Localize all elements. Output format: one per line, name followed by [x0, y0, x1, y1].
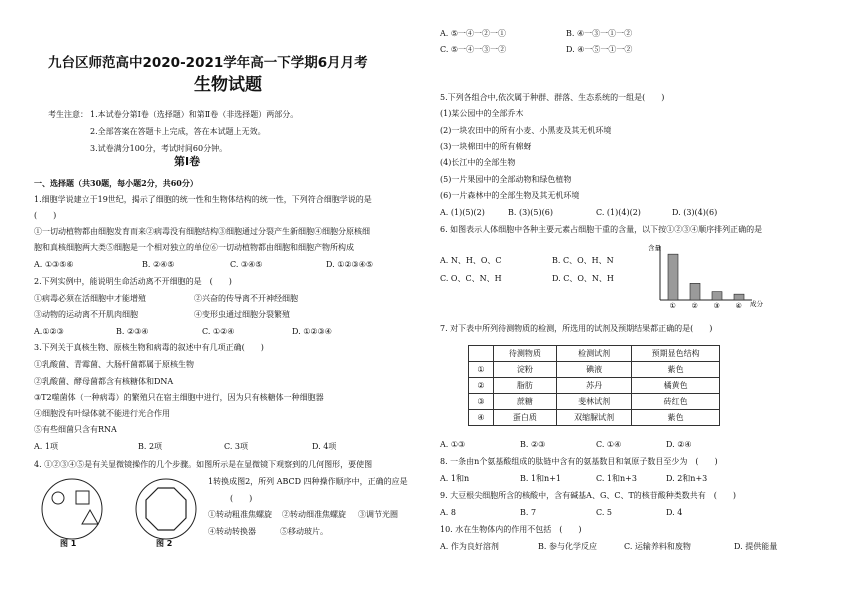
q6-option-a[interactable]: A. N、H、O、C: [440, 256, 502, 265]
q4-option-b[interactable]: B. ④一③一①一②: [566, 29, 633, 38]
q10-stem: 10. 水在生物体内的作用不包括 ( ): [440, 525, 582, 534]
table-header-cell: 预期显色结构: [632, 346, 720, 362]
q8-option-d[interactable]: D. 2和n+3: [666, 474, 708, 483]
q7-option-a[interactable]: A. ①③: [440, 440, 466, 449]
q3-option-d[interactable]: D. 4项: [312, 442, 337, 451]
q1-option-c[interactable]: C. ③④⑤: [230, 260, 263, 269]
chart-y-label: 含量: [648, 244, 661, 252]
q4-option-a[interactable]: A. ⑤一④一②一①: [440, 29, 507, 38]
microscope-figures: [34, 476, 200, 542]
chart-bar-3: [712, 292, 722, 300]
q9-option-a[interactable]: A. 8: [440, 508, 456, 517]
table-cell: 碘液: [556, 362, 631, 378]
subject-title: 生物试题: [194, 75, 262, 95]
element-content-chart: [646, 240, 776, 312]
q4-option-d[interactable]: D. ④一⑤一①一②: [566, 45, 633, 54]
q5-option-c[interactable]: C. (1)(4)(2): [596, 208, 641, 217]
table-cell: 紫色: [632, 410, 720, 426]
table-cell: 蔗糖: [493, 394, 556, 410]
exam-title: 九台区师范高中2020-2021学年高一下学期6月月考: [48, 55, 368, 71]
fig1-small-triangle: [82, 510, 98, 524]
q2-item-2: ②兴奋的传导离不开神经细胞: [194, 294, 298, 303]
chart-tick-label: ④: [735, 302, 742, 310]
reagent-table: [468, 345, 720, 426]
q5-item-1: (1)某公园中的全部乔木: [440, 109, 524, 118]
q1-stem-paren: ( ): [34, 211, 57, 220]
q4-step-5: ⑤移动玻片。: [280, 527, 328, 536]
q9-option-b[interactable]: B. 7: [520, 508, 537, 517]
q4-stem-3: ( ): [230, 494, 253, 503]
note-line-3: 3.试卷满分100分，考试时间60分钟。: [90, 144, 228, 153]
fig1-small-square: [76, 491, 89, 504]
chart-tick-label: ③: [713, 302, 720, 310]
table-cell: 苏丹: [556, 378, 631, 394]
table-cell: 双缩脲试剂: [556, 410, 631, 426]
q7-option-b[interactable]: B. ②③: [520, 440, 546, 449]
q4-option-c[interactable]: C. ⑤一④一③一②: [440, 45, 507, 54]
q2-option-a[interactable]: A.①②③: [34, 327, 64, 336]
q5-option-b[interactable]: B. (3)(5)(6): [508, 208, 553, 217]
chart-tick-label: ②: [691, 302, 698, 310]
table-header-cell: 待测物质: [493, 346, 556, 362]
q2-option-c[interactable]: C. ①②④: [202, 327, 235, 336]
fig2-magnified-octagon: [146, 488, 186, 530]
q1-option-d[interactable]: D. ①②③④⑤: [326, 260, 374, 269]
q3-item-4: ④细胞没有叶绿体就不能进行光合作用: [34, 409, 170, 418]
q3-item-1: ①乳酸菌、青霉菌、大肠杆菌都属于原核生物: [34, 360, 194, 369]
section-heading: 一、选择题（共30题，每小题2分，共60分）: [34, 178, 198, 188]
q6-option-b[interactable]: B. C、O、H、N: [552, 256, 614, 265]
table-row: [469, 394, 720, 410]
table-cell: 淀粉: [493, 362, 556, 378]
q2-item-3: ③动物的运动离不开肌肉细胞: [34, 310, 138, 319]
table-cell: 橘黄色: [632, 378, 720, 394]
table-cell: ④: [469, 410, 494, 426]
note-line-2: 2.全部答案在答题卡上完成，答在本试题上无效。: [90, 127, 266, 136]
table-row: [469, 410, 720, 426]
chart-x-label: 成分: [750, 300, 763, 308]
q7-option-c[interactable]: C. ①④: [596, 440, 622, 449]
q3-item-3: ③T2噬菌体（一种病毒）的繁殖只在宿主细胞中进行，因为只有核糖体一种细胞器: [34, 393, 324, 402]
q9-stem: 9. 大豆根尖细胞所含的核酸中，含有碱基A、G、C、T的核苷酸种类数共有 ( ): [440, 491, 737, 500]
q5-stem: 5.下列各组合中,依次属于种群、群落、生态系统的一组是( ): [440, 93, 665, 102]
table-header-row: [469, 346, 720, 362]
q1-items-2: 胞和真核细胞两大类⑤细胞是一个相对独立的单位⑥一切动植物都由细胞和细胞产物所构成: [34, 243, 354, 252]
q1-stem: 1.细胞学说建立于19世纪，揭示了细胞的统一性和生物体结构的统一性，下列符合细胞学说的是: [34, 195, 372, 204]
q5-item-3: (3)一块棉田中的所有棉蚜: [440, 142, 532, 151]
q3-item-2: ②乳酸菌、酵母菌都含有核糖体和DNA: [34, 377, 174, 386]
q8-stem: 8. 一条由n个氨基酸组成的肽链中含有的氨基数目和氧原子数目至少为 ( ): [440, 457, 718, 466]
q5-item-4: (4)长江中的全部生物: [440, 158, 516, 167]
table-cell: 紫色: [632, 362, 720, 378]
q8-option-b[interactable]: B. 1和n+1: [520, 474, 561, 483]
q2-option-b[interactable]: B. ②③④: [116, 327, 149, 336]
table-cell: ②: [469, 378, 494, 394]
q4-step-4: ④转动转换器: [208, 527, 256, 536]
q4-stem: 4. ①②③④⑤是有关显微镜操作的几个步骤。如图所示是在显微镜下观察到的几何图形，要使图: [34, 460, 373, 469]
q8-option-c[interactable]: C. 1和n+3: [596, 474, 637, 483]
q5-option-a[interactable]: A. (1)(5)(2): [440, 208, 485, 217]
q2-option-d[interactable]: D. ①②③④: [292, 327, 332, 336]
table-row: [469, 362, 720, 378]
figure-2-label: 图 2: [156, 539, 173, 548]
note-line-1: 1.本试卷分第Ⅰ卷（选择题）和第Ⅱ卷（非选择题）两部分。: [90, 110, 299, 119]
q10-option-d[interactable]: D. 提供能量: [734, 542, 778, 551]
q3-stem: 3.下列关于真核生物、原核生物和病毒的叙述中有几项正确( ): [34, 343, 264, 352]
fig1-small-circle: [52, 492, 64, 504]
q3-option-a[interactable]: A. 1项: [34, 442, 58, 451]
q6-option-c[interactable]: C. O、C、N、H: [440, 274, 502, 283]
q4-step-3: ③调节光圈: [358, 510, 398, 519]
q2-stem: 2.下列实例中，能说明生命活动离不开细胞的是 ( ): [34, 277, 232, 286]
q3-option-b[interactable]: B. 2项: [138, 442, 163, 451]
table-cell: 脂肪: [493, 378, 556, 394]
table-cell: ③: [469, 394, 494, 410]
table-header-cell: [469, 346, 494, 362]
table-row: [469, 378, 720, 394]
q4-stem-2: 1转换成图2，所列 ABCD 四种操作顺序中，正确的应是: [208, 477, 408, 486]
q9-option-c[interactable]: C. 5: [596, 508, 613, 517]
q1-items-1: ①一切动植物都由细胞发育而来②病毒没有细胞结构③细胞通过分裂产生新细胞④细胞分原核细: [34, 227, 370, 236]
figure-1-label: 图 1: [60, 539, 77, 548]
fig1-field-circle: [42, 479, 102, 539]
chart-bar-1: [668, 254, 678, 300]
table-cell: 砖红色: [632, 394, 720, 410]
q10-option-a[interactable]: A. 作为良好溶剂: [440, 542, 499, 551]
notes-label: 考生注意：: [48, 110, 88, 119]
table-header-cell: 检测试剂: [556, 346, 631, 362]
volume-heading: 第Ⅰ卷: [174, 155, 201, 168]
table-cell: 斐林试剂: [556, 394, 631, 410]
q4-step-2: ②转动细准焦螺旋: [282, 510, 346, 519]
chart-bar-2: [690, 283, 700, 300]
q1-option-a[interactable]: A. ①③⑤⑥: [34, 260, 74, 269]
chart-bar-4: [734, 294, 744, 300]
q5-item-5: (5)一片果园中的全部动物和绿色植物: [440, 175, 572, 184]
q7-option-d[interactable]: D. ②④: [666, 440, 692, 449]
q6-stem: 6. 如图表示人体细胞中各种主要元素占细胞干重的含量，以下按①②③④顺序排列正确的是: [440, 225, 763, 234]
q4-step-1: ①转动粗准焦螺旋: [208, 510, 272, 519]
q3-item-5: ⑤有些细菌只含有RNA: [34, 425, 117, 434]
q10-option-b[interactable]: B. 参与化学反应: [538, 542, 597, 551]
table-cell: 蛋白质: [493, 410, 556, 426]
q9-option-d[interactable]: D. 4: [666, 508, 683, 517]
q2-item-4: ④变形虫通过细胞分裂繁殖: [194, 310, 290, 319]
table-cell: ①: [469, 362, 494, 378]
chart-tick-label: ①: [669, 302, 676, 310]
q5-item-6: (6)一片森林中的全部生物及其无机环境: [440, 191, 580, 200]
q10-option-c[interactable]: C. 运输养料和废物: [624, 542, 691, 551]
q5-item-2: (2)一块农田中的所有小麦、小黑麦及其无机环境: [440, 126, 612, 135]
q3-option-c[interactable]: C. 3项: [224, 442, 249, 451]
q1-option-b[interactable]: B. ②④⑤: [142, 260, 175, 269]
q7-stem: 7. 对下表中所列待测物质的检测，所选用的试剂及预期结果都正确的是( ): [440, 324, 713, 333]
q6-option-d[interactable]: D. C、O、N、H: [552, 274, 614, 283]
q8-option-a[interactable]: A. 1和n: [440, 474, 470, 483]
q5-option-d[interactable]: D. (3)(4)(6): [672, 208, 718, 217]
q2-item-1: ①病毒必须在活细胞中才能增殖: [34, 294, 146, 303]
